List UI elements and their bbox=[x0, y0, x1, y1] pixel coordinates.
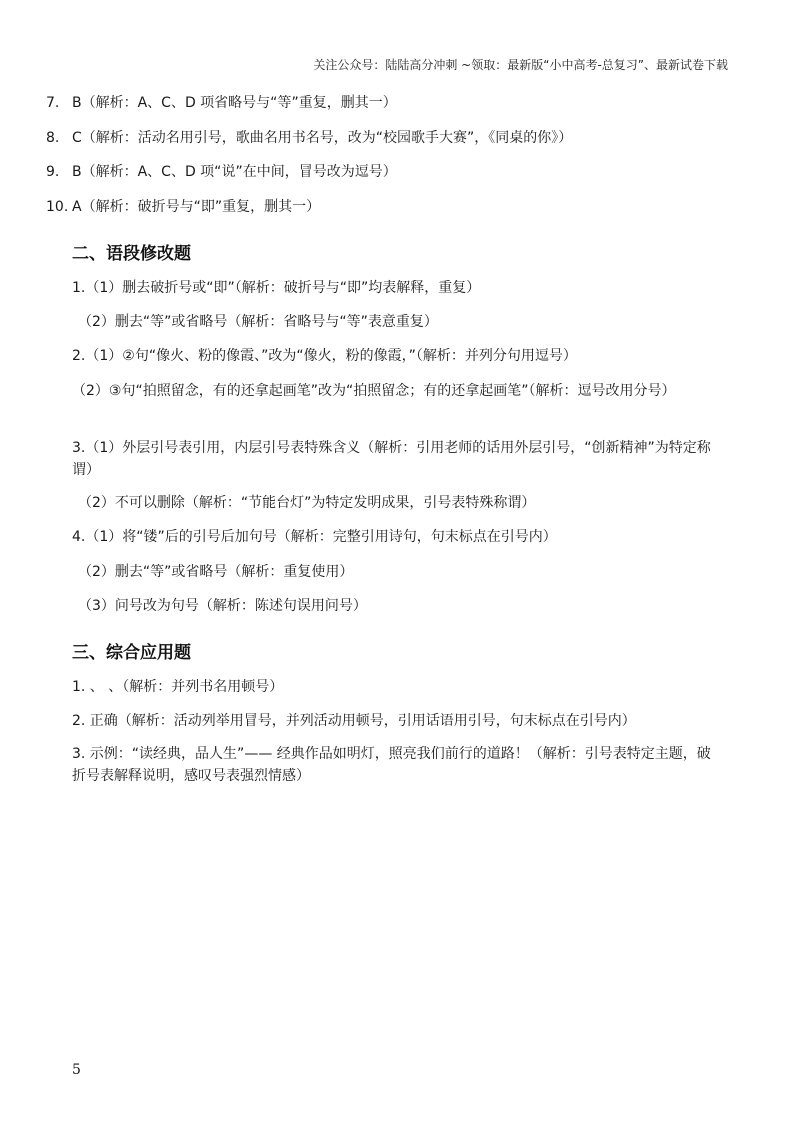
item-number: 9. bbox=[46, 164, 60, 180]
item-text: A（解析：破折号与“即”重复，删其一） bbox=[72, 199, 321, 215]
page-header: 关注公众号：陆陆高分冲刺 ~领取：最新版“小中高考-总复习”、最新试卷下载 bbox=[313, 58, 728, 72]
item-number: 10. bbox=[46, 199, 69, 215]
section2-line-6: （2）不可以删除（解析：“节能台灯”为特定发明成果，引号表特殊称谓） bbox=[78, 495, 536, 511]
item-text: C（解析：活动名用引号，歌曲名用书名号，改为“校园歌手大赛”，《同桌的你》） bbox=[72, 130, 573, 146]
section2-line-3: 2.（1）②句“像火、粉的像霞、”改为“像火，粉的像霞，”（解析：并列分句用逗号） bbox=[72, 348, 577, 364]
page-number: 5 bbox=[72, 1062, 81, 1078]
section3-line-1: 1. 、 、（解析：并列书名用顿号） bbox=[72, 679, 284, 695]
section2-line-4: （2）③句“拍照留念，有的还拿起画笔”改为“拍照留念；有的还拿起画笔”（解析：逗号改用分号） bbox=[72, 383, 676, 399]
section2-line-2: （2）删去“等”或省略号（解析：省略号与“等”表意重复） bbox=[78, 314, 438, 330]
item-number: 8. bbox=[46, 130, 60, 146]
answer-item-10 bbox=[46, 196, 320, 218]
section2-line-9: （3）问号改为句号（解析：陈述句误用问号） bbox=[78, 598, 367, 614]
section-heading-2: 二、语段修改题 bbox=[72, 244, 191, 264]
section-heading-3: 三、综合应用题 bbox=[72, 643, 191, 663]
item-text: B（解析：A、C、D 项省略号与“等”重复，删其一） bbox=[72, 95, 397, 111]
section2-line-7: 4.（1）将“镂”后的引号后加句号（解析：完整引用诗句，句末标点在引号内） bbox=[72, 529, 557, 545]
answer-item-7 bbox=[46, 92, 397, 114]
section3-line-2: 2. 正确（解析：活动列举用冒号，并列活动用顿号，引用话语用引号，句末标点在引号内） bbox=[72, 713, 636, 729]
section2-line-1: 1.（1）删去破折号或“即”（解析：破折号与“即”均表解释，重复） bbox=[72, 280, 481, 296]
section3-line-3: 3. 示例：“读经典，品人生”—— 经典作品如明灯，照亮我们前行的道路！（解析：引号表特定主题，破折号表解释说明，感叹号表强烈情感） bbox=[72, 746, 711, 784]
section2-line-8: （2）删去“等”或省略号（解析：重复使用） bbox=[78, 564, 354, 580]
answer-item-9 bbox=[46, 161, 397, 183]
item-number: 7. bbox=[46, 95, 60, 111]
answer-item-8 bbox=[46, 127, 572, 149]
item-text: B（解析：A、C、D 项“说”在中间，冒号改为逗号） bbox=[72, 164, 397, 180]
section2-line-5: 3.（1）外层引号表引用，内层引号表特殊含义（解析：引用老师的话用外层引号，“创新精神”为特定称谓） bbox=[72, 440, 711, 478]
